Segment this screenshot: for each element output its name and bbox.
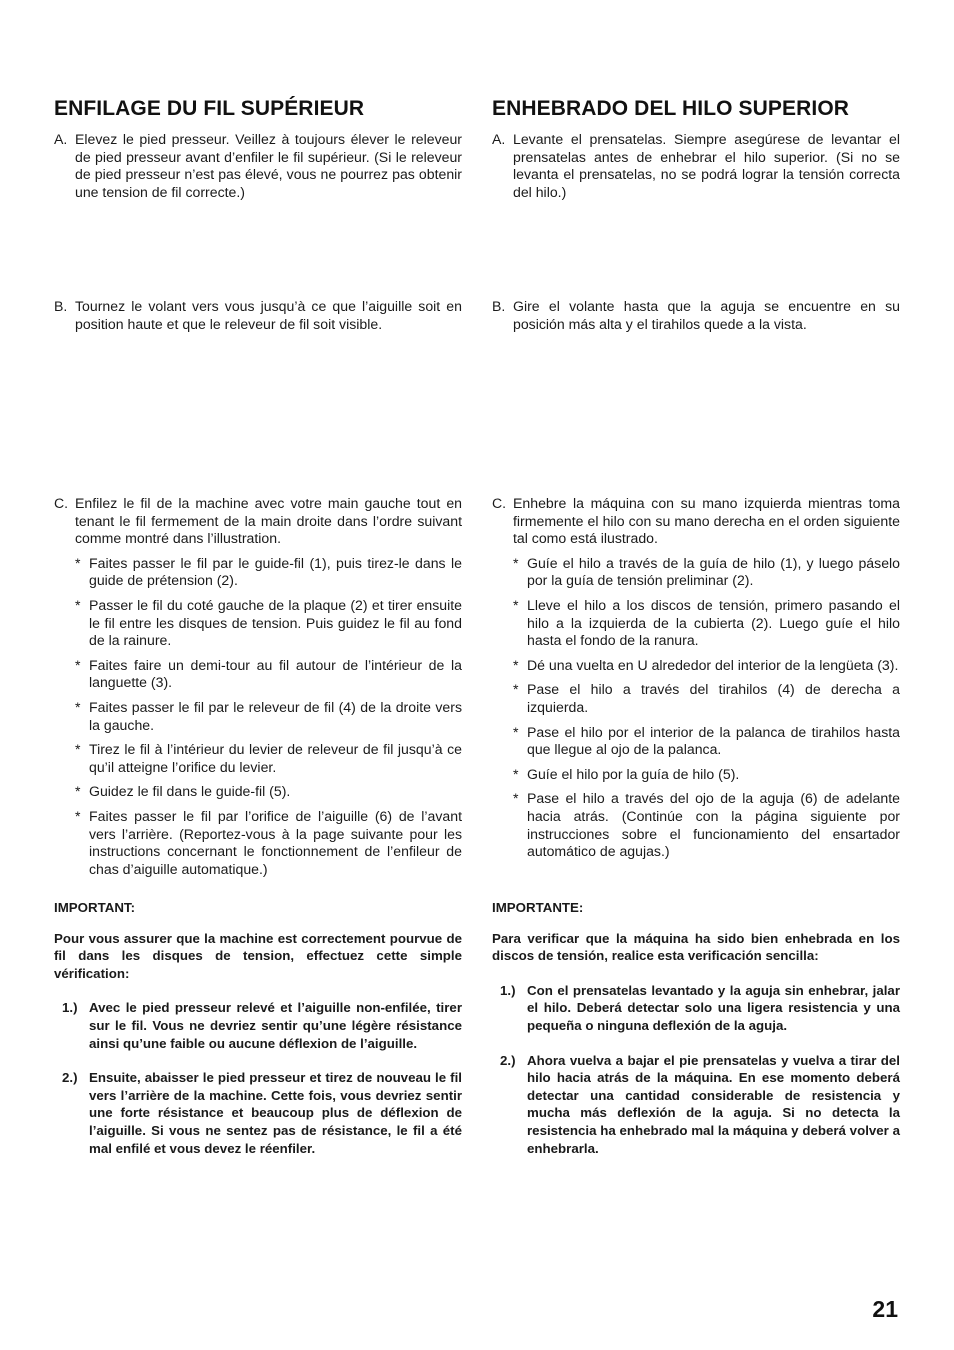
list-item: * Faites passer le fil par le releveur de fil (4) de la droite vers la gauche. [75, 698, 462, 733]
step-label: A. [54, 131, 68, 147]
bullet-text: Pase el hilo a través del tirahilos (4) de derecha a izquierda. [527, 681, 900, 715]
item-text: Con el prensatelas levantado y la aguja sin enhebrar, jalar el hilo. Deberá detectar solo una ligera resistencia y una pequeña o ninguna deflexión de la aguja. [527, 982, 900, 1033]
check-item [492, 982, 900, 1035]
list-item: * Pase el hilo por el interior de la palanca de tirahilos hasta que llegue al ojo de la palanca. [513, 723, 900, 758]
step-text: Elevez le pied presseur. Veillez à toujours élever le releveur de pied presseur avant d’enfiler le fil supérieur. (Si le releveur de pied presseur n’est pas élevé, vous ne pourrez pas obtenir une tension de fil correcte.) [75, 131, 462, 200]
step-text: Gire el volante hasta que la aguja se encuentre en su posición más alta y el tirahilos quede a la vista. [513, 298, 900, 332]
list-item: * Guíe el hilo por la guía de hilo (5). [492, 766, 900, 784]
item-text: Ensuite, abaisser le pied presseur et tirez de nouveau le fil vers l’arrière de la machine. Cette fois, vous devriez sentir une forte résistance et beaucoup plus de déflexion de l’aiguille. Si vous ne sentez pas de résistance, le fil a été mal enfilé et vous devez le réenfiler. [89, 1070, 462, 1156]
list-item: * Lleve el hilo a los discos de tensión, primero pasando el hilo a la izquierda de la cubierta (2). Luego guíe el hilo hasta el fondo de la ranura. [513, 596, 900, 649]
item-number: 1.) [62, 1000, 78, 1016]
check-item [492, 1052, 900, 1158]
french-title: ENFILAGE DU FIL SUPÉRIEUR [54, 97, 365, 120]
spanish-step-b [492, 298, 900, 333]
list-item: * Faites passer le fil par l’orifice de l’aiguille (6) de l’avant vers l’arrière. (Reportez-vous à la page suivante pour les instructions concernant le fonctionnement de l’enfileur de chas d’aiguille automatique.) [75, 807, 462, 877]
french-step-b [54, 298, 462, 333]
spanish-step-c [492, 495, 900, 861]
step-text: Tournez le volant vers vous jusqu’à ce que l’aiguille soit en position haute et que le releveur de fil soit visible. [75, 298, 462, 332]
bullet-text: Dé una vuelta en U alrededor del interior de la lengüeta (3). [527, 656, 899, 673]
important-heading: IMPORTANT: [54, 900, 136, 915]
step-label: A. [492, 131, 506, 147]
list-item: * Faites faire un demi-tour au fil autour de l’intérieur de la languette (3). [75, 656, 462, 691]
item-number: 1.) [500, 982, 516, 998]
list-item: * Dé una vuelta en U alrededor del interior de la lengüeta (3). [513, 656, 899, 673]
bullet-text: Faites faire un demi-tour au fil autour de l’intérieur de la languette (3). [89, 656, 462, 691]
step-label: C. [54, 495, 69, 511]
list-item: * Guidez le fil dans le guide-fil (5). [54, 783, 462, 801]
french-important [54, 899, 462, 1157]
list-item: * Faites passer le fil par le guide-fil (1), puis tirez-le dans le guide de prétension (2). [75, 554, 462, 589]
spanish-important [492, 899, 900, 1157]
check-item [54, 999, 462, 1052]
bullet-text: Passer le fil du coté gauche de la plaque (2) et tirer ensuite le fil entre les disques de tension. Puis guidez le fil au fond de la rainure. [89, 596, 462, 649]
important-intro: Pour vous assurer que la machine est correctement pourvue de fil dans les disques de tension, effectuez cette simple vérification: [54, 930, 462, 981]
list-item: * Tirez le fil à l’intérieur du levier de releveur de fil jusqu’à ce qu’il atteigne l’orifice du levier. [75, 741, 462, 775]
item-text: Ahora vuelva a bajar el pie prensatelas y vuelva a tirar del hilo hacia atrás de la máquina. En ese momento deberá detectar una cantidad considerable de resistencia y mucha más deflexión de la aguja. Si no detecta la resistencia ha enhebrado mal la máquina y deberá volver a enhebrarla. [527, 1052, 900, 1156]
check-item [54, 1069, 462, 1157]
list-item: * Passer le fil du coté gauche de la plaque (2) et tirer ensuite le fil entre les disques de tension. Puis guidez le fil au fond de la rainure. [75, 596, 462, 649]
bullet-text: Pase el hilo por el interior de la palanca de tirahilos hasta que llegue al ojo de la palanca. [527, 723, 900, 758]
important-heading: IMPORTANTE: [492, 900, 584, 915]
list-item: * Pase el hilo a través del tirahilos (4) de derecha a izquierda. [513, 681, 900, 715]
spanish-title: ENHEBRADO DEL HILO SUPERIOR [492, 97, 850, 120]
step-text: Levante el prensatelas. Siempre asegúrese de levantar el prensatelas antes de enhebrar el hilo superior. (Si no se levanta el prensatelas, no se podrá lograr la tensión correcta del hilo.) [513, 131, 900, 200]
french-step-c [54, 495, 462, 878]
item-number: 2.) [500, 1052, 516, 1068]
spanish-step-a [492, 131, 900, 201]
step-label: C. [492, 495, 507, 511]
bullet-text: Guíe el hilo a través de la guía de hilo (1), y luego páselo por la guía de tensión preliminar (2). [527, 554, 900, 589]
bullet-text: Tirez le fil à l’intérieur du levier de releveur de fil jusqu’à ce qu’il atteigne l’orifice du levier. [89, 741, 462, 775]
step-text: Enfilez le fil de la machine avec votre main gauche tout en tenant le fil fermement de la main droite dans l’ordre suivant comme montré dans l’illustration. [75, 495, 462, 547]
bullet-text: Faites passer le fil par le guide-fil (1), puis tirez-le dans le guide de prétension (2). [89, 554, 462, 589]
list-item: * Guíe el hilo a través de la guía de hilo (1), y luego páselo por la guía de tensión preliminar (2). [513, 554, 900, 589]
step-text: Enhebre la máquina con su mano izquierda mientras toma firmemente el hilo con su mano derecha en el orden siguiente tal como está ilustrado. [513, 495, 900, 547]
bullet-text: Faites passer le fil par l’orifice de l’aiguille (6) de l’avant vers l’arrière. (Reportez-vous à la page suivante pour les instructions concernant le fonctionnement de l’enfileur de chas d’aiguille automatique.) [89, 807, 462, 877]
bullet-text: Guíe el hilo por la guía de hilo (5). [527, 765, 740, 782]
bullet-text: Pase el hilo a través del ojo de la aguja (6) de adelante hacia atrás. (Continúe con la página siguiente por instrucciones sobre el funcionamiento del ensartador automático de agujas.) [527, 790, 900, 860]
bullet-text: Guidez le fil dans le guide-fil (5). [89, 783, 291, 800]
step-label: B. [492, 298, 506, 314]
bullet-text: Faites passer le fil par le releveur de fil (4) de la droite vers la gauche. [89, 698, 462, 733]
page-number: 21 [872, 1296, 898, 1322]
bullet-text: Lleve el hilo a los discos de tensión, primero pasando el hilo a la izquierda de la cubierta (2). Luego guíe el hilo hasta el fondo de la ranura. [527, 596, 900, 649]
item-text: Avec le pied presseur relevé et l’aiguille non-enfilée, tirer sur le fil. Vous ne devriez sentir qu’une légère résistance ainsi qu’une faible ou aucune déflexion de l’aiguille. [89, 1000, 462, 1051]
list-item: * Pase el hilo a través del ojo de la aguja (6) de adelante hacia atrás. (Continúe con la página siguiente por instrucciones sobre el funcionamiento del ensartador automático de agujas.) [513, 790, 900, 860]
important-intro: Para verificar que la máquina ha sido bien enhebrada en los discos de tensión, realice esta verificación sencilla: [492, 930, 900, 964]
french-step-a [54, 131, 462, 201]
step-label: B. [54, 298, 68, 314]
item-number: 2.) [62, 1070, 78, 1086]
